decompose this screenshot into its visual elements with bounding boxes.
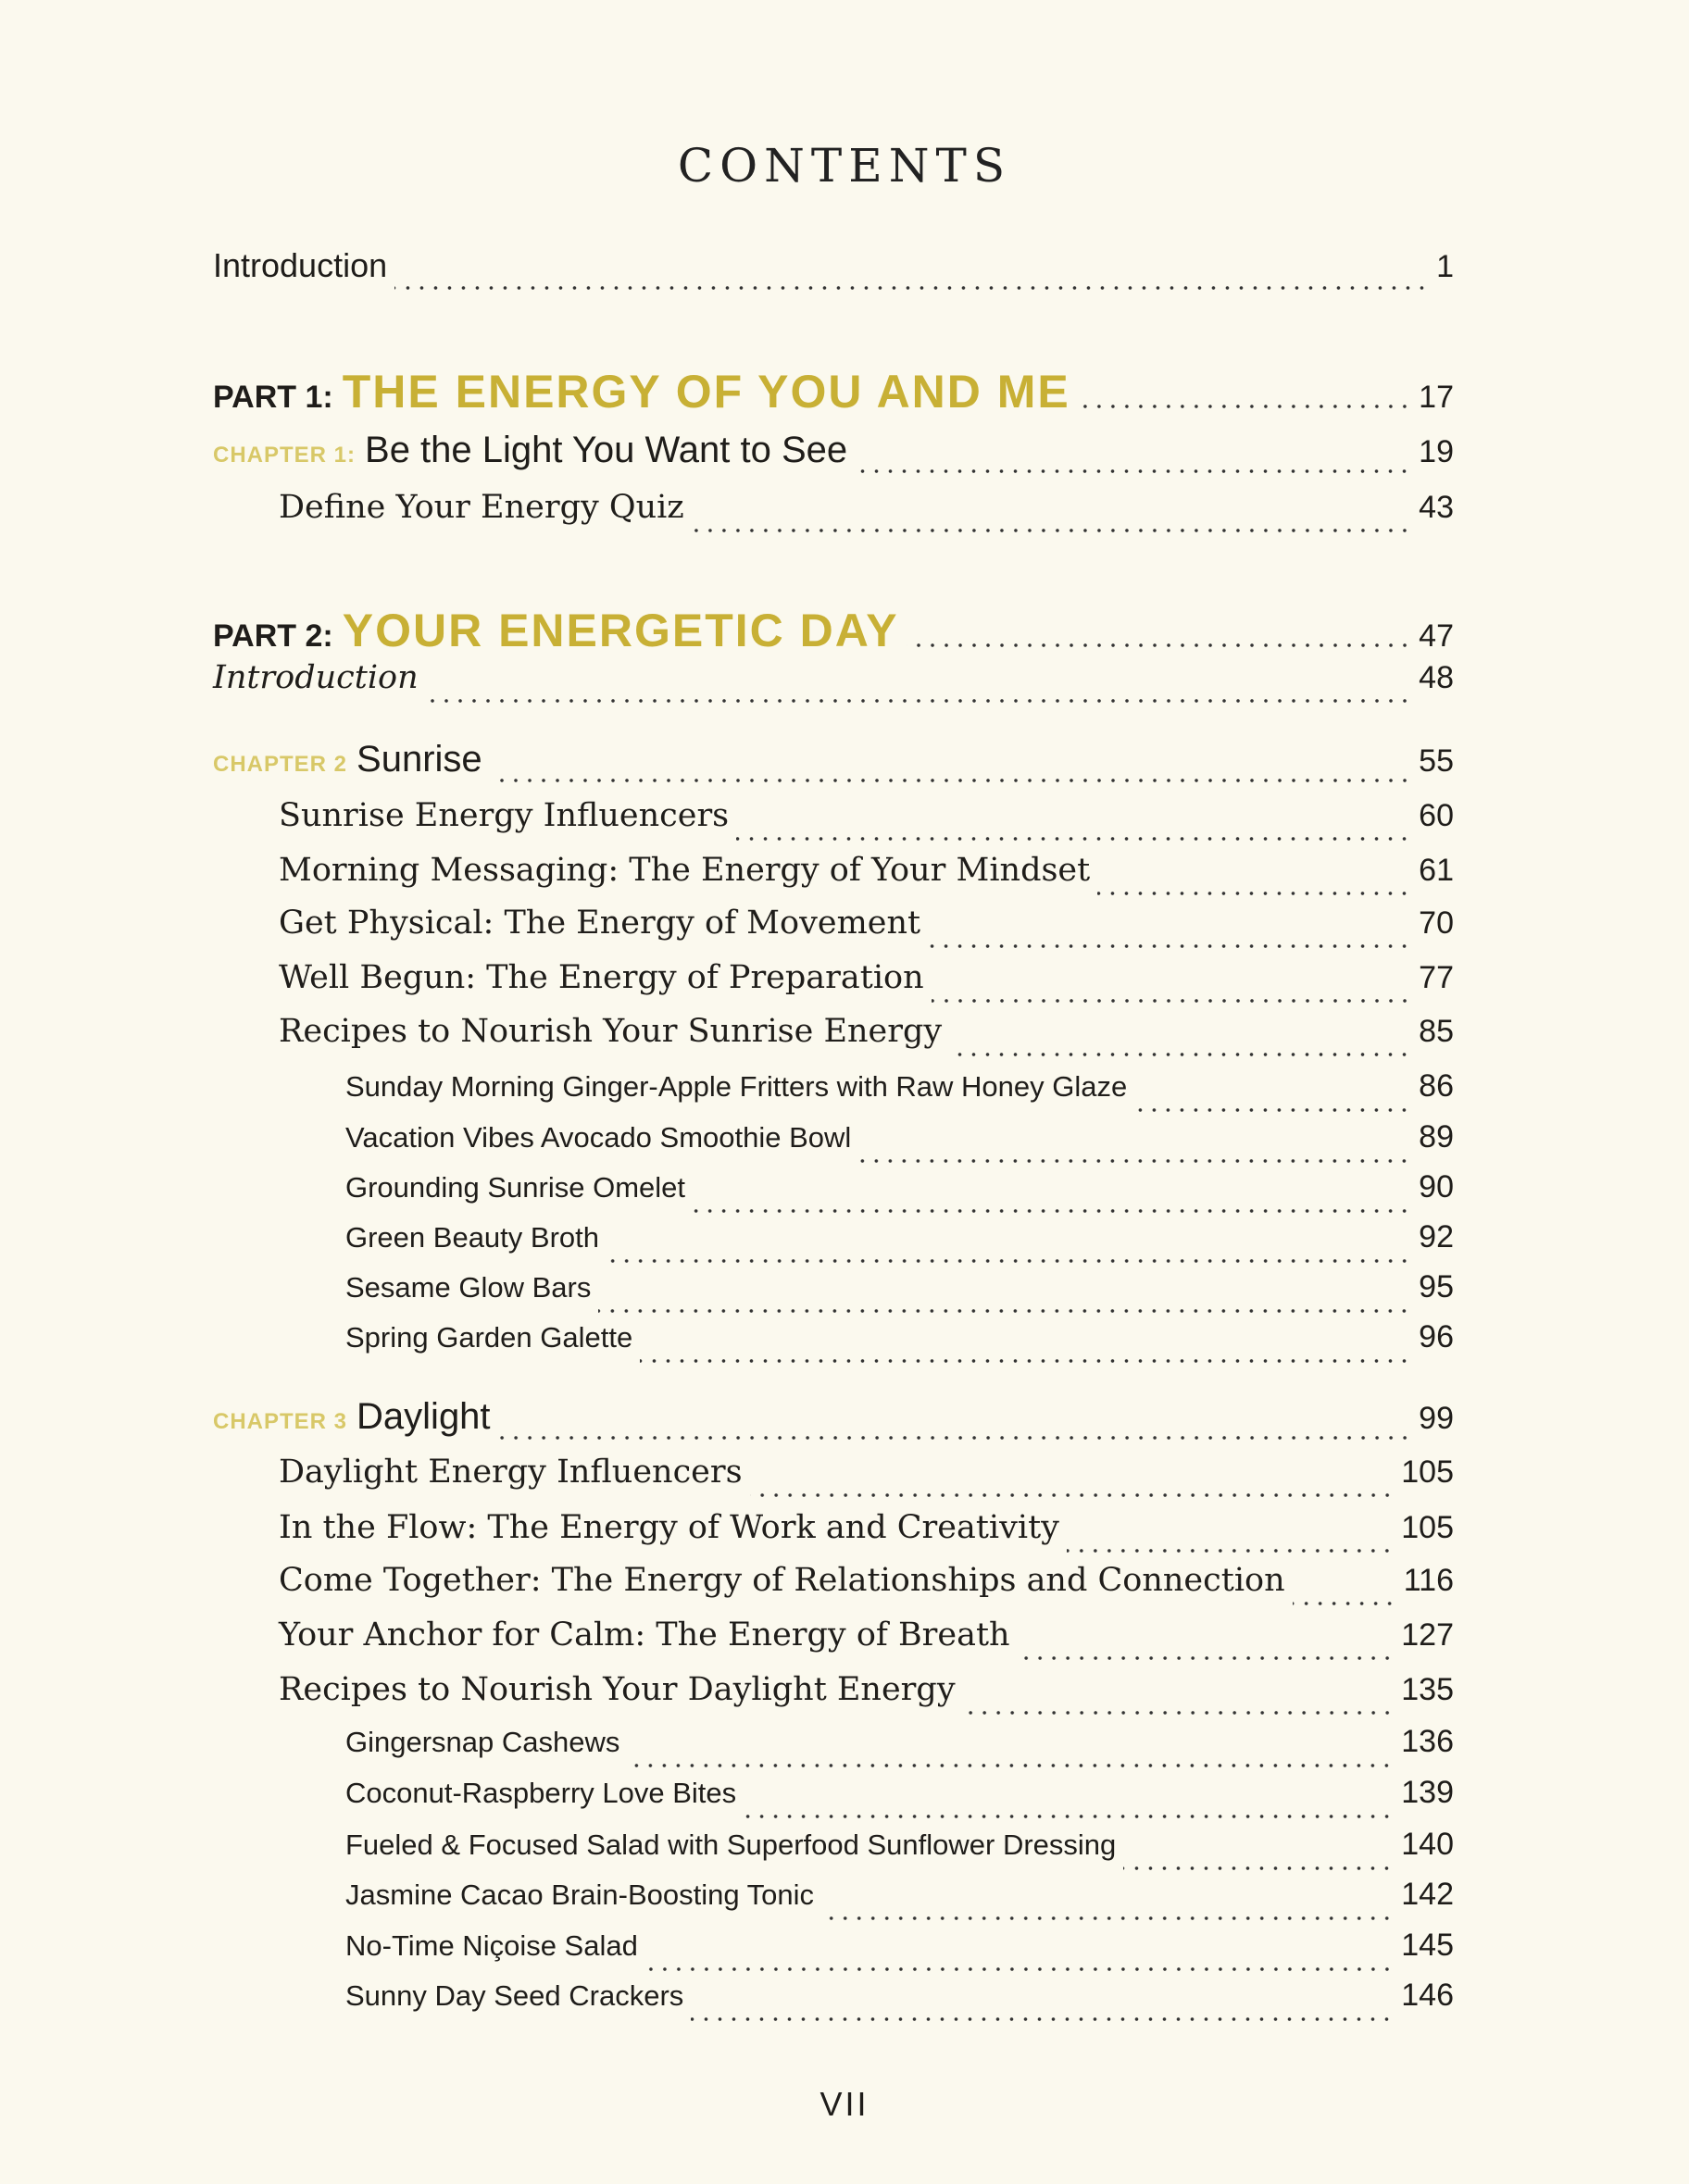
page-number: 89	[1419, 1119, 1454, 1154]
page-number: 136	[1401, 1724, 1454, 1759]
entry-title: Introduction	[213, 246, 388, 284]
toc-entry	[345, 1169, 1454, 1225]
page-number: 96	[1419, 1319, 1454, 1354]
page-number: 139	[1401, 1775, 1454, 1810]
toc-entry	[279, 1013, 1454, 1068]
entry-title: Gingersnap Cashews	[345, 1726, 620, 1758]
toc-entry	[345, 1877, 1454, 1932]
toc-entry	[279, 489, 1454, 544]
toc-entry	[279, 852, 1454, 907]
page-number: 85	[1419, 1014, 1454, 1049]
dot-leader	[394, 285, 1429, 291]
toc-entry	[345, 1119, 1454, 1175]
page-number: 116	[1403, 1563, 1454, 1598]
entry-title: Jasmine Cacao Brain-Boosting Tonic	[345, 1878, 815, 1911]
dot-leader	[598, 1308, 1411, 1314]
dot-leader	[1067, 1548, 1394, 1554]
dot-leader	[426, 698, 1412, 704]
page-number: 135	[1401, 1672, 1454, 1707]
toc-entry	[213, 365, 1454, 420]
dot-leader	[640, 1358, 1411, 1364]
page-number: 70	[1419, 905, 1454, 941]
dot-leader	[645, 1966, 1394, 1972]
entry-title: Define Your Energy Quiz	[279, 489, 684, 526]
page-number: 95	[1419, 1269, 1454, 1304]
entry-title: Vacation Vibes Avocado Smoothie Bowl	[345, 1121, 852, 1154]
page-number: 77	[1419, 960, 1454, 995]
chapter-label: CHAPTER 2	[213, 752, 348, 777]
dot-leader	[744, 1814, 1394, 1819]
dot-leader	[691, 2016, 1394, 2022]
toc-entry	[345, 1269, 1454, 1325]
toc-entry	[345, 1775, 1454, 1830]
entry-title: Your Anchor for Calm: The Energy of Breath	[279, 1616, 1010, 1654]
dot-leader	[498, 1435, 1412, 1441]
toc-entry	[279, 797, 1454, 853]
toc-entry	[279, 1454, 1454, 1509]
toc-entry	[345, 1978, 1454, 2033]
part-label: PART 2:	[213, 618, 333, 654]
page-number: 17	[1419, 380, 1454, 415]
dot-leader	[1018, 1655, 1395, 1661]
dot-leader	[1097, 891, 1411, 896]
page-number: 19	[1419, 434, 1454, 469]
dot-leader	[949, 1052, 1411, 1057]
dot-leader	[963, 1710, 1395, 1716]
page-number: 1	[1436, 249, 1454, 284]
dot-leader	[693, 1208, 1411, 1214]
page-number: 48	[1419, 660, 1454, 695]
entry-title: Introduction	[213, 659, 419, 696]
page-number: 90	[1419, 1169, 1454, 1204]
toc-entry	[279, 1671, 1454, 1727]
page-number: 86	[1419, 1068, 1454, 1104]
dot-leader	[736, 836, 1411, 842]
page-number: 140	[1401, 1827, 1454, 1862]
dot-leader	[627, 1763, 1394, 1768]
dot-leader	[750, 1492, 1395, 1498]
entry-title: Morning Messaging: The Energy of Your Mindset	[279, 852, 1091, 889]
dot-leader	[932, 998, 1412, 1004]
entry-title: Be the Light You Want to See	[365, 430, 848, 470]
page-folio: VII	[819, 2085, 870, 2123]
toc-entry	[279, 959, 1454, 1015]
toc-entry	[345, 1219, 1454, 1275]
dot-leader	[821, 1916, 1394, 1921]
dot-leader	[907, 643, 1412, 648]
entry-title: Sunrise	[357, 739, 482, 780]
toc-entry	[345, 1068, 1454, 1124]
entry-title: Fueled & Focused Salad with Superfood Sunflower Dressing	[345, 1828, 1117, 1861]
page-number: 60	[1419, 798, 1454, 833]
entry-title: Grounding Sunrise Omelet	[345, 1171, 686, 1204]
dot-leader	[692, 528, 1411, 533]
page-number: 127	[1401, 1617, 1454, 1653]
page-number: 105	[1401, 1510, 1454, 1545]
entry-title: Sunrise Energy Influencers	[279, 797, 730, 834]
page-number: 61	[1419, 853, 1454, 888]
part-label: PART 1:	[213, 380, 333, 415]
entry-title: Get Physical: The Energy of Movement	[279, 905, 921, 942]
entry-title: YOUR ENERGETIC DAY	[342, 605, 899, 656]
toc-entry	[345, 1928, 1454, 1983]
toc-entry	[213, 604, 1454, 659]
dot-leader	[1134, 1107, 1411, 1113]
toc-entry	[279, 1509, 1454, 1565]
toc-entry	[345, 1827, 1454, 1882]
dot-leader	[1123, 1866, 1394, 1871]
chapter-label: CHAPTER 3	[213, 1409, 348, 1434]
entry-title: Green Beauty Broth	[345, 1221, 599, 1254]
dot-leader	[1293, 1601, 1396, 1606]
toc-entry	[213, 659, 1454, 715]
toc-entry	[213, 739, 1454, 794]
entry-title: Daylight	[357, 1396, 491, 1437]
page-number: 105	[1401, 1454, 1454, 1490]
entry-title: Sunny Day Seed Crackers	[345, 1979, 684, 2012]
page-number: 142	[1401, 1877, 1454, 1912]
entry-title: Spring Garden Galette	[345, 1321, 633, 1354]
entry-title: No-Time Niçoise Salad	[345, 1929, 638, 1962]
page-number: 92	[1419, 1219, 1454, 1254]
dot-leader	[1078, 404, 1411, 409]
dot-leader	[928, 943, 1411, 949]
entry-title: Well Begun: The Energy of Preparation	[279, 959, 924, 996]
toc-entry	[213, 1396, 1454, 1452]
page-number: 99	[1419, 1401, 1454, 1436]
entry-title: THE ENERGY OF YOU AND ME	[342, 366, 1070, 418]
entry-title: In the Flow: The Energy of Work and Creativity	[279, 1509, 1059, 1546]
toc-entry	[345, 1724, 1454, 1779]
entry-title: Sunday Morning Ginger-Apple Fritters with Raw Honey Glaze	[345, 1070, 1128, 1103]
toc-entry	[213, 246, 1454, 302]
entry-title: Come Together: The Energy of Relationships and Connection	[279, 1562, 1285, 1599]
page-number: 145	[1401, 1928, 1454, 1963]
entry-title: Recipes to Nourish Your Sunrise Energy	[279, 1013, 943, 1050]
entry-title: Coconut-Raspberry Love Bites	[345, 1777, 737, 1809]
page-number: 55	[1419, 743, 1454, 779]
dot-leader	[855, 468, 1411, 474]
page-number: 146	[1401, 1978, 1454, 2013]
entry-title: Sesame Glow Bars	[345, 1271, 592, 1304]
toc-entry	[279, 1616, 1454, 1672]
toc-entry	[279, 905, 1454, 960]
toc-entry	[213, 430, 1454, 485]
contents-title: CONTENTS	[677, 139, 1012, 193]
page-number: 43	[1419, 490, 1454, 525]
entry-title: Daylight Energy Influencers	[279, 1454, 743, 1491]
dot-leader	[490, 778, 1412, 783]
page-number: 47	[1419, 618, 1454, 654]
toc-entry	[279, 1562, 1454, 1617]
dot-leader	[858, 1158, 1411, 1164]
entry-title: Recipes to Nourish Your Daylight Energy	[279, 1671, 956, 1708]
chapter-label: CHAPTER 1:	[213, 443, 357, 468]
toc-entry	[345, 1319, 1454, 1375]
dot-leader	[607, 1258, 1411, 1264]
